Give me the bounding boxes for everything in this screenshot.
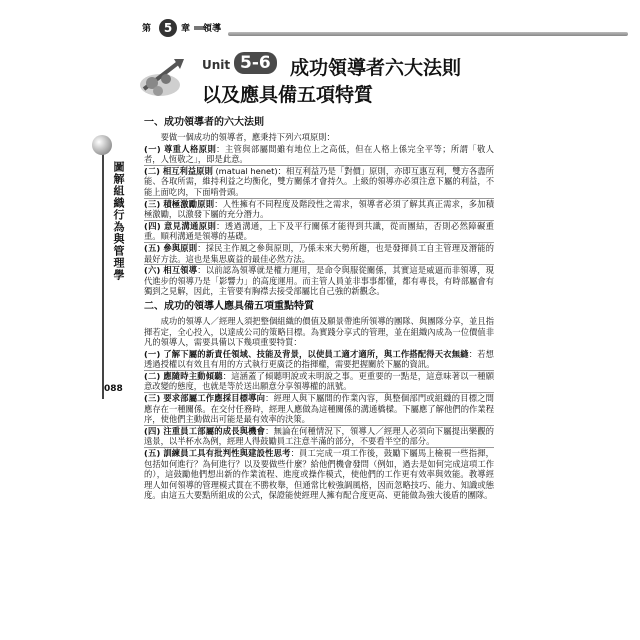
item-tag: (五) 參與原則 — [144, 242, 198, 253]
list-item — [144, 425, 494, 447]
item-tag: (六) 相互領導 — [144, 265, 198, 276]
item-text: ：以前認為領導就是權力運用，是命令與服從關係，其實這是威逼而非領導，現代進步的領導乃是「影響力」的高度運用。而主管人員並非事事都懂，都有專長，有時部屬會有獨到之見解，因此，主管要有胸襟去接受部屬比自己強的新觀念。 — [144, 265, 494, 297]
page-body — [144, 116, 494, 501]
chapter-title: 領導 — [203, 24, 222, 34]
section2-heading: 二、成功的領導人應具備五項重點特質 — [144, 300, 314, 312]
unit-title-line2: 以及應具備五項特質 — [202, 84, 374, 106]
unit-label: Unit — [202, 58, 231, 72]
item-tag: (三) 積極激勵原則 — [144, 198, 215, 209]
item-text: ：採民主作風之參與原則，乃係未來大勢所趨，也是發揮員工自主管理及潛能的最好方法。這也是集思廣益的最佳必然方法。 — [144, 242, 494, 264]
section1-intro: 要做一個成功的領導者，應秉持下列六項原則： — [160, 132, 335, 142]
list-item — [144, 349, 494, 370]
item-text: ：人性擁有不同程度及階段性之需求，領導者必須了解其真正需求，多加積極激勵，以激發下屬的充分潛力。 — [144, 198, 494, 220]
unit-title-line1: 成功領導者六大法則 — [290, 57, 462, 79]
item-text: ：無論在何種情況下，領導人／經理人必須向下屬提出樂觀的遠景，以半杯水為例，經理人得鼓勵員工注意半滿的部分，不要看半空的部分。 — [144, 425, 494, 447]
item-tag: (二) 應隨時主動傾聽 — [144, 370, 223, 381]
section2-list — [144, 349, 494, 501]
chapter-header — [128, 18, 628, 40]
header-rule — [228, 32, 628, 36]
list-item — [144, 392, 494, 425]
item-text: ：若想透過授權以有效且有用的方式執行更廣泛的指揮權，需要把握關於下屬的資訊。 — [144, 348, 494, 370]
section1-heading: 一、成功領導者的六大法則 — [144, 117, 264, 128]
item-text: ：經理人與下屬間的作業內容，與整個部門或組織的目標之間應存在一種關係。在交付任務時，經理人應做為這種關係的溝通橋樑。下屬應了解他們的作業程序，使他們主動做出可能是最有效率的決策。 — [144, 393, 494, 425]
chapter-prefix: 第 — [142, 24, 152, 34]
side-tab-orb-icon — [92, 135, 112, 155]
list-item — [144, 370, 494, 392]
list-item — [144, 242, 494, 264]
item-text: ：透過溝通，上下及平行關係才能得到共識，從而團結，否則必然障礙重重。順利溝通是領導的基礎。 — [144, 220, 494, 242]
item-text: ：主管與部屬間雖有地位上之高低，但在人格上係完全平等；所謂「敬人者，人恆敬之」，即是此意。 — [144, 143, 494, 165]
item-tag: (四) 意見溝通原則 — [144, 220, 217, 231]
list-item — [144, 447, 494, 501]
item-tag: (三) 要求部屬工作應採目標導向 — [144, 393, 266, 404]
list-item — [144, 198, 494, 220]
item-text: ：員工完成一項工作後，鼓勵下屬馬上檢視一些指揮，包括如何進行？為何進行？以及要做些什麼？給他們機會發問（例如，過去是如何完成這項工作的），這鼓勵他們想出新的作業流程、進度或操作模式，使他們的工作更有效率與效能。教導經理人如何領導的管理模式貫在不勝枚舉，但通常比較強調風格，因而忽略技巧、能力、知識或態度。由這五大要點所組成的公式，保證能使經理人擁有配合度更高、更能做為強大後盾的團隊。 — [144, 448, 494, 501]
chapter-number-badge: 5 — [159, 19, 177, 37]
section2-intro: 成功的領導人／經理人須把整個組織的價值及願景帶進所領導的團隊、與團隊分享，並且指揮若定，全心投入，以達成公司的策略目標。為實踐分享式的管理，並在組織內成為一位價值非凡的領導人，需要具備以下幾項重要特質： — [144, 315, 494, 348]
side-tab — [102, 141, 130, 399]
item-tag: (一) 了解下屬的新責任領域、技能及背景，以使員工適才適所，與工作搭配得天衣無縫 — [144, 348, 469, 359]
item-tag: (五) 訓練員工具有批判性與建設性思考 — [144, 448, 291, 459]
list-item — [144, 264, 494, 297]
item-tag: (四) 注重員工部屬的成長與機會 — [144, 425, 266, 436]
unit-logo-icon — [138, 55, 188, 101]
book-title-vertical: 圖解組織行為與管理學 — [112, 161, 125, 281]
page-number: 088 — [104, 384, 123, 394]
section1-list — [144, 144, 494, 297]
chapter-suffix: 章 — [181, 24, 191, 34]
item-text: ：這涵蓋了傾聽明說或未明說之事。更重要的一點是，這意味著以一種願意改變的態度，也就是等於送出願意分享領導權的訊號。 — [144, 370, 494, 392]
item-text: (matual henet)：相互利益乃是「對價」原則，亦即互惠互利，雙方各盡所能、各取所需，維持利益之均衡化，雙方關係才會持久。上級的領導亦必須注意下屬的利益，不能上面吃肉，下面啃骨頭。 — [144, 165, 494, 197]
list-item — [144, 144, 494, 165]
list-item — [144, 165, 494, 198]
unit-number-badge: 5-6 — [234, 52, 277, 74]
item-tag: (二) 相互利益原則 — [144, 165, 213, 176]
list-item — [144, 220, 494, 242]
item-tag: (一) 尊重人格原則 — [144, 143, 217, 154]
